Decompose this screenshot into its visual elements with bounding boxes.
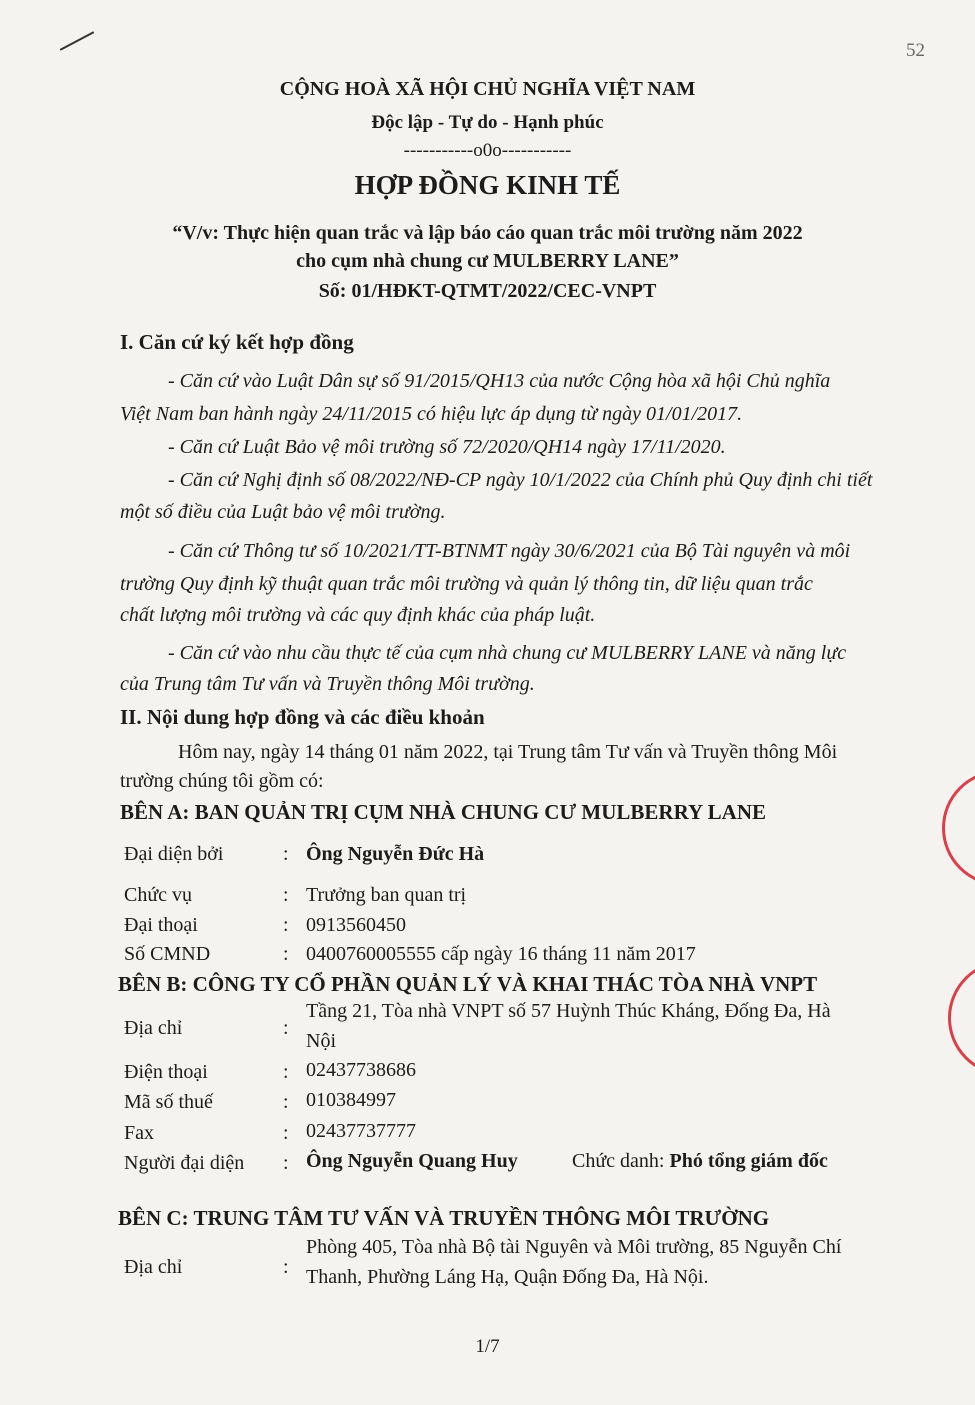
basis-line: của Trung tâm Tư vấn và Truyền thông Môi trường.: [120, 673, 535, 695]
motto: Độc lập - Tự do - Hạnh phúc: [371, 112, 604, 133]
basis-line: một số điều của Luật bảo vệ môi trường.: [120, 501, 446, 523]
party-a-rep-value: Ông Nguyễn Đức Hà: [306, 843, 485, 865]
party-c-address-line-1: Phòng 405, Tòa nhà Bộ tài Nguyên và Môi trường, 85 Nguyễn Chí: [306, 1236, 842, 1258]
party-a-position-label: Chức vụ: [124, 884, 193, 906]
party-b-address-line-1: Tầng 21, Tòa nhà VNPT số 57 Huỳnh Thúc Kháng, Đống Đa, Hà: [306, 1000, 831, 1022]
party-a-id-value: 0400760005555 cấp ngày 16 tháng 11 năm 2017: [306, 943, 696, 965]
colon: :: [283, 914, 289, 936]
basis-line: - Căn cứ Thông tư số 10/2021/TT-BTNMT ngày 30/6/2021 của Bộ Tài nguyên và môi: [168, 540, 851, 562]
party-a-phone-label: Đại thoại: [124, 914, 198, 936]
colon: :: [283, 1152, 289, 1174]
red-seal-stamp: [948, 960, 975, 1076]
contract-number: Số: 01/HĐKT-QTMT/2022/CEC-VNPT: [318, 280, 657, 302]
party-a-heading: BÊN A: BAN QUẢN TRỊ CỤM NHÀ CHUNG CƯ MULBERRY LANE: [120, 800, 767, 824]
basis-line: Việt Nam ban hành ngày 24/11/2015 có hiệu lực áp dụng từ ngày 01/01/2017.: [120, 403, 743, 425]
colon: :: [283, 843, 289, 865]
basis-line: - Căn cứ vào nhu cầu thực tế của cụm nhà chung cư MULBERRY LANE và năng lực: [168, 642, 847, 664]
pen-mark: [60, 31, 94, 51]
party-b-rep-value: Ông Nguyễn Quang Huy: [306, 1150, 518, 1172]
party-b-rep-label: Người đại diện: [124, 1152, 245, 1174]
party-b-tax-label: Mã số thuế: [124, 1091, 213, 1113]
basis-line: trường Quy định kỹ thuật quan trắc môi trường và quản lý thông tin, dữ liệu quan trắc: [120, 573, 813, 595]
basis-line: - Căn cứ Nghị định số 08/2022/NĐ-CP ngày 10/1/2022 của Chính phủ Quy định chi tiết: [168, 469, 873, 491]
intro-line-1: Hôm nay, ngày 14 tháng 01 năm 2022, tại Trung tâm Tư vấn và Truyền thông Môi: [178, 741, 838, 763]
intro-line-2: trường chúng tôi gồm có:: [120, 770, 324, 792]
colon: :: [283, 1256, 289, 1278]
party-a-position-value: Trưởng ban quan trị: [306, 884, 467, 906]
party-b-fax-value: 02437737777: [306, 1120, 416, 1142]
subject-line-1: “V/v: Thực hiện quan trắc và lập báo cáo quan trắc môi trường năm 2022: [172, 222, 803, 244]
colon: :: [283, 1061, 289, 1083]
party-b-heading: BÊN B: CÔNG TY CỔ PHẦN QUẢN LÝ VÀ KHAI THÁC TÒA NHÀ VNPT: [118, 972, 818, 996]
basis-line: - Căn cứ vào Luật Dân sự số 91/2015/QH13 của nước Cộng hòa xã hội Chủ nghĩa: [168, 370, 831, 392]
party-b-phone-value: 02437738686: [306, 1059, 416, 1081]
colon: :: [283, 1017, 289, 1039]
colon: :: [283, 1122, 289, 1144]
basis-line: chất lượng môi trường và các quy định khác của pháp luật.: [120, 604, 596, 626]
subject-line-2: cho cụm nhà chung cư MULBERRY LANE”: [296, 250, 679, 272]
party-b-tax-value: 010384997: [306, 1089, 396, 1111]
party-b-fax-label: Fax: [124, 1122, 154, 1144]
party-c-address-label: Địa chỉ: [124, 1256, 183, 1278]
party-c-heading: BÊN C: TRUNG TÂM TƯ VẤN VÀ TRUYỀN THÔNG MÔI TRƯỜNG: [118, 1206, 770, 1230]
party-a-id-label: Số CMND: [124, 943, 211, 965]
basis-line: - Căn cứ Luật Bảo vệ môi trường số 72/2020/QH14 ngày 17/11/2020.: [168, 436, 726, 458]
page-number: 1/7: [475, 1336, 500, 1357]
colon: :: [283, 943, 289, 965]
party-b-phone-label: Điện thoại: [124, 1061, 208, 1083]
red-seal-stamp: [942, 770, 975, 886]
party-b-title-value: Phó tổng giám đốc: [669, 1150, 828, 1172]
party-b-title-label: Chức danh:: [572, 1150, 665, 1172]
document-title: HỢP ĐỒNG KINH TẾ: [354, 170, 621, 200]
party-b-address-line-2: Nội: [306, 1030, 336, 1052]
nation-heading: CỘNG HOÀ XÃ HỘI CHỦ NGHĨA VIỆT NAM: [279, 78, 696, 100]
colon: :: [283, 1091, 289, 1113]
separator: -----------o0o-----------: [403, 140, 572, 161]
party-a-phone-value: 0913560450: [306, 914, 406, 936]
colon: :: [283, 884, 289, 906]
party-b-address-label: Địa chỉ: [124, 1017, 183, 1039]
party-a-rep-label: Đại diện bởi: [124, 843, 224, 865]
section-2-heading: II. Nội dung hợp đồng và các điều khoản: [120, 705, 485, 729]
corner-mark: 52: [906, 40, 925, 61]
section-1-heading: I. Căn cứ ký kết hợp đồng: [120, 330, 354, 354]
party-c-address-line-2: Thanh, Phường Láng Hạ, Quận Đống Đa, Hà Nội.: [306, 1266, 709, 1288]
party-b-title: [572, 1150, 828, 1173]
